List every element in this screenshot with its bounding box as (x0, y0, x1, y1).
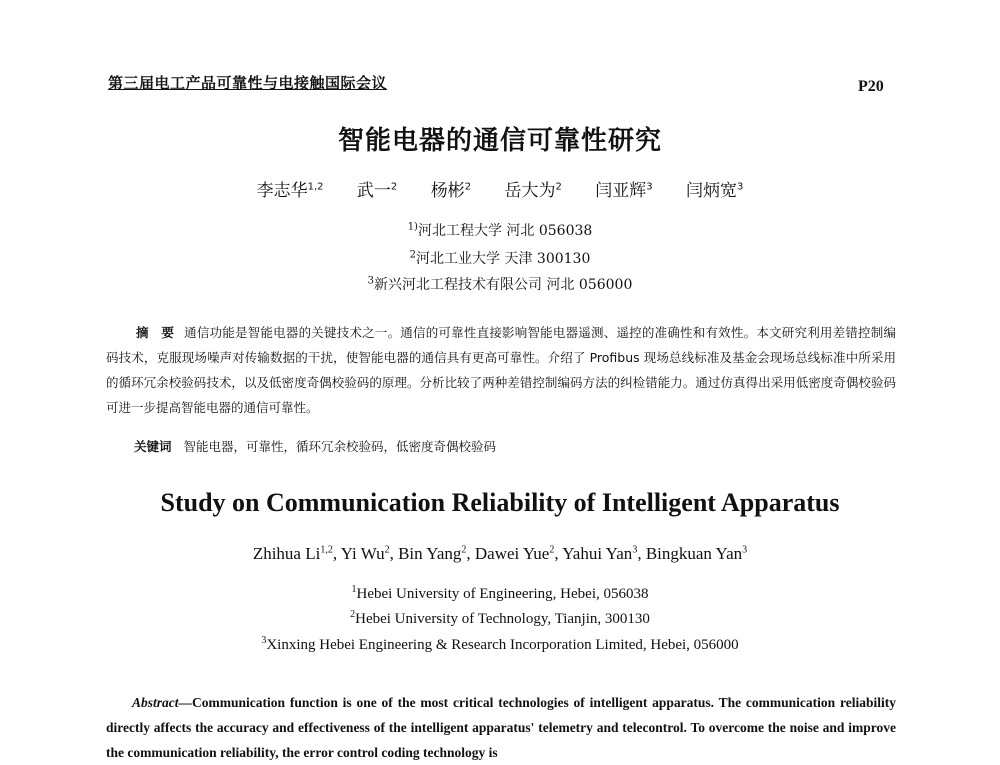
affiliation-cn-1: $^{1)}$河北工程大学 河北 056038 (407, 221, 593, 239)
author-cn-6: 闫炳宽$^3$ (686, 181, 744, 201)
keywords-label: 关键词 (134, 439, 172, 454)
chinese-keywords (134, 437, 496, 455)
english-title: Study on Communication Reliability of Intelligent Apparatus (160, 488, 840, 517)
author-cn-2: 武一$^2$ (356, 181, 398, 201)
author-cn-5: 闫亚辉$^3$ (595, 181, 653, 201)
author-cn-4: 岳大为$^2$ (504, 181, 562, 201)
author-en-5: Yahui Yan$^3$, (562, 544, 646, 563)
page-number: P20 (858, 78, 884, 95)
abstract-label-en: Abstract— (132, 695, 193, 710)
author-en-4: Dawei Yue$^2$, (474, 544, 563, 563)
abstract-text-cn: 通信功能是智能电器的关键技术之一。通信的可靠性直接影响智能电器遥测、遥控的准确性和有效性。本文研究利用差错控制编码技术，克服现场噪声对传输数据的干扰，使智能电器的通信具有更高可靠性。介绍了 Profibus 现场总线标准及基金会现场总线标准中所采用的循环冗余校验码技术，以及低密度奇偶校验码的原理。分析比较了两种差错控制编码方法的纠检错能力。通过仿真得出采用低密度奇偶校验码可进一步提高智能电器的通信可靠性。 (106, 325, 896, 415)
english-authors (0, 544, 1000, 564)
author-cn-1: 李志华$^{1,2}$ (256, 181, 324, 201)
author-en-6: Bingkuan Yan$^3$ (645, 544, 748, 563)
abstract-label-cn: 摘 要 (136, 325, 175, 340)
affiliation-cn-3: $^3$新兴河北工程技术有限公司 河北 056000 (367, 275, 633, 293)
affiliation-en-3: $^3$Xinxing Hebei Engineering & Research Incorporation Limited, Hebei, 056000 (261, 635, 739, 653)
author-cn-3: 杨彬$^2$ (430, 181, 472, 201)
abstract-text-en: Communication function is one of the most critical technologies of intelligent apparatus. The communication reliability directly affects the accuracy and effectiveness of the intelligent apparatus' telemetry and telecontrol. To overcome the noise and improve the communication reliability, the error control coding technology is (106, 695, 896, 760)
keywords-text: 智能电器，可靠性，循环冗余校验码，低密度奇偶校验码 (183, 439, 497, 454)
affiliation-cn-2: $^2$河北工业大学 天津 300130 (409, 249, 591, 267)
chinese-title: 智能电器的通信可靠性研究 (337, 126, 662, 156)
conference-header: 第三届电工产品可靠性与电接触国际会议 (108, 74, 388, 92)
author-en-2: Yi Wu$^2$, (340, 544, 399, 563)
author-en-3: Bin Yang$^2$, (398, 544, 475, 563)
affiliation-en-2: $^2$Hebei University of Technology, Tianjin, 300130 (350, 609, 650, 627)
author-en-1: Zhihua Li$^{1,2}$, (252, 544, 341, 563)
chinese-authors (0, 176, 1000, 201)
affiliation-en-1: $^1$Hebei University of Engineering, Hebei, 056038 (351, 584, 649, 602)
english-abstract (106, 690, 896, 765)
chinese-abstract (106, 320, 896, 420)
